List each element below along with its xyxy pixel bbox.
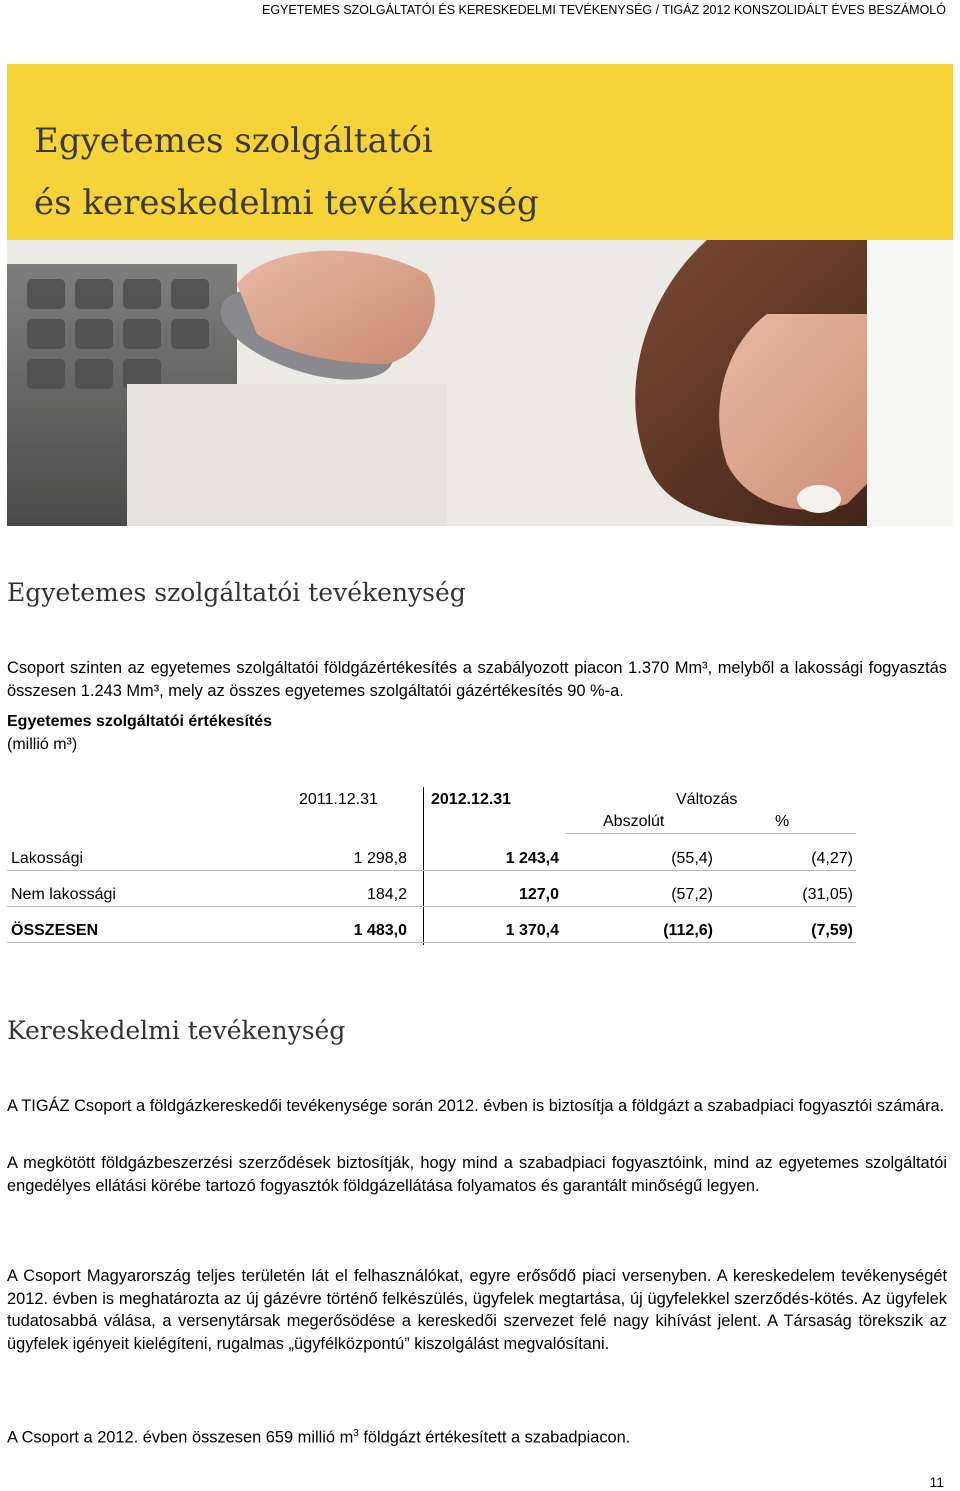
section1-paragraph-text: Csoport szinten az egyetemes szolgáltatói földgázértékesítés a szabályozott piacon 1.370 Mm³, melyből a lakossági fogyasztás összesen 1.243 Mm³, mely az összes egyetemes szolgáltatói gázértékesítés 90 %-a. [7, 659, 947, 700]
cell-2012: 1 370,4 [505, 922, 559, 939]
cell-abs: (55,4) [671, 850, 713, 867]
cell-2012: 1 243,4 [505, 850, 559, 867]
row-label-nem-lakossagi: Nem lakossági [11, 886, 116, 903]
row-label-osszesen: ÖSSZESEN [11, 922, 99, 939]
hero-title-line1: Egyetemes szolgáltatói [34, 121, 433, 161]
col-header-change: Változás [676, 791, 738, 808]
section2-paragraph-3 [7, 1265, 947, 1355]
section1-paragraph [7, 657, 947, 702]
section2-paragraph-2 [7, 1152, 947, 1197]
cell-2011: 1 298,8 [353, 850, 407, 867]
page-number: 11 [929, 1474, 944, 1490]
table-unit: (millió m³) [7, 736, 78, 753]
table-row-rule [7, 906, 856, 907]
section2-paragraph-4-tail: földgázt értékesített a szabadpiacon. [358, 1428, 631, 1447]
cell-abs: (57,2) [671, 886, 713, 903]
cell-pct: (31,05) [802, 886, 853, 903]
section2-paragraph-1-text: A TIGÁZ Csoport a földgázkereskedői tevékenysége során 2012. évben is biztosítja a földgázt a szabadpiaci fogyasztói számára. [7, 1097, 945, 1115]
table-column-divider [423, 787, 424, 945]
hero-title [34, 110, 539, 234]
hero-title-line2: és kereskedelmi tevékenység [34, 183, 539, 223]
section2-paragraph-4-text: A Csoport a 2012. évben összesen 659 millió m [7, 1428, 354, 1447]
col-header-2012: 2012.12.31 [431, 791, 512, 808]
row-label-lakossagi: Lakossági [11, 850, 84, 867]
table-row-rule [7, 942, 856, 943]
table-title: Egyetemes szolgáltatói értékesítés [7, 713, 273, 730]
cell-pct: (4,27) [811, 850, 853, 867]
table-header-rule [566, 833, 856, 834]
section-heading-egyetemes: Egyetemes szolgáltatói tevékenység [7, 578, 466, 607]
table-row-rule [7, 870, 856, 871]
section2-paragraph-4 [7, 1423, 947, 1449]
section2-paragraph-2-text: A megkötött földgázbeszerzési szerződések biztosítják, hogy mind a szabadpiaci fogyasztóink, mind az egyetemes szolgáltatói engedélyes ellátási körébe tartozó fogyasztók földgázellátása folyamatos és garantált minőségű legyen. [7, 1154, 947, 1195]
cell-abs: (112,6) [663, 922, 713, 939]
col-header-2011: 2011.12.31 [299, 791, 378, 808]
col-header-pct: % [775, 813, 790, 830]
running-header: EGYETEMES SZOLGÁLTATÓI ÉS KERESKEDELMI TEVÉKENYSÉG / TIGÁZ 2012 KONSZOLIDÁLT ÉVES BESZÁMOLÓ [261, 3, 946, 17]
hero-banner [7, 64, 953, 526]
cell-2012: 127,0 [518, 886, 559, 903]
section2-paragraph-3-text: A Csoport Magyarország teljes területén lát el felhasználókat, egyre erősődő piaci versenyben. A kereskedelem tevékenységét 2012. évben is meghatározta az új gázévre történő felkészülés, ügyfelek megtartása, új ügyfelekkel szerződés-kötés. Az ügyfelek tudatosabbá válása, a versenytársak megerősödése a kereskedői szervezet felé nagy kihívást jelent. A Társaság törekszik az ügyfelek igényeit kielégíteni, rugalmas „ügyfélközpontú” kiszolgálást megvalósítani. [7, 1267, 947, 1353]
section2-paragraph-1 [7, 1095, 947, 1118]
section-heading-kereskedelmi: Kereskedelmi tevékenység [7, 1016, 346, 1045]
cell-pct: (7,59) [811, 922, 853, 939]
superscript-3: 3 [353, 1428, 359, 1439]
col-header-abs: Abszolút [603, 813, 665, 830]
cell-2011: 184,2 [366, 886, 407, 903]
cell-2011: 1 483,0 [353, 922, 407, 939]
